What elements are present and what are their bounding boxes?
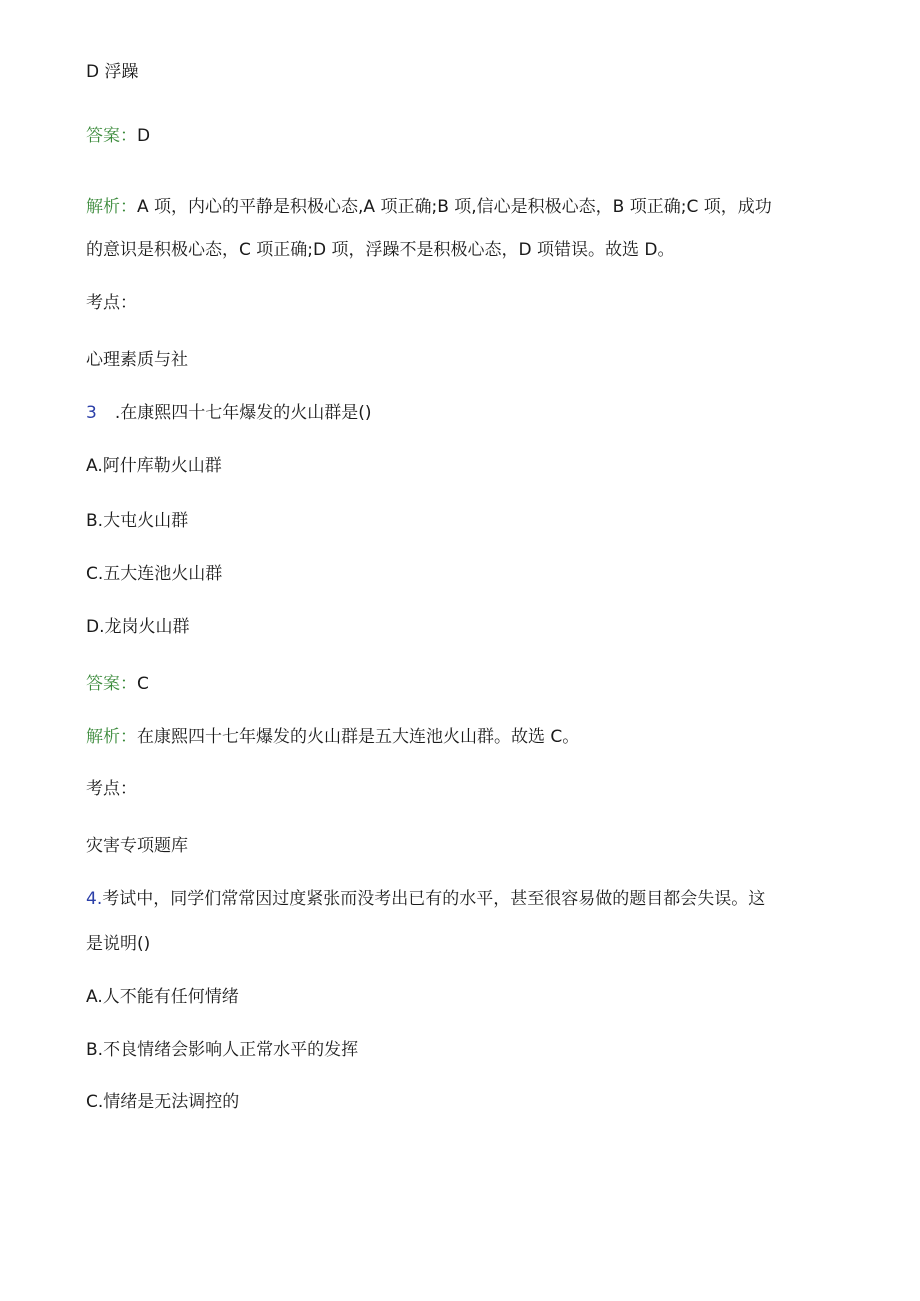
q4-option-b-text: B.不良情绪会影响人正常水平的发挥 [86,1040,359,1060]
q2-kaodian-value: 心理素质与社 [86,350,188,370]
q2-analysis-text-1: A 项，内心的平静是积极心态,A 项正确;B 项,信心是积极心态，B 项正确;C 项，成功 [137,197,772,217]
q3-option-d [86,615,840,639]
q3-analysis-label: 解析： [86,727,137,747]
q3-kaodian-label: 考点： [86,779,137,799]
q3-stem-text: .在康熙四十七年爆发的火山群是() [114,403,372,423]
q4-number: 4. [86,889,103,909]
q2-answer-value: D [137,126,151,146]
q2-option-d [86,60,840,84]
q2-option-d-text: D 浮躁 [86,62,139,82]
q3-option-b-text: B.大屯火山群 [86,511,189,531]
q2-analysis-text-2: 的意识是积极心态，C 项正确;D 项，浮躁不是积极心态，D 项错误。故选 D。 [86,240,675,260]
q4-option-b [86,1038,840,1062]
q3-number: 3 [86,403,97,423]
q2-analysis-line1 [86,195,840,219]
q2-answer [86,124,840,148]
q3-option-b [86,509,840,533]
q2-kaodian-label-line [86,291,840,315]
q3-option-c [86,562,840,586]
q3-answer-value: C [137,674,149,694]
q3-analysis-text: 在康熙四十七年爆发的火山群是五大连池火山群。故选 C。 [137,727,580,747]
q2-answer-label: 答案： [86,126,137,146]
q3-option-a-text: A.阿什库勒火山群 [86,456,222,476]
q4-stem-text-1: 考试中，同学们常常因过度紧张而没考出已有的水平，甚至很容易做的题目都会失误。这 [102,889,766,909]
q4-option-a [86,985,840,1009]
q3-kaodian-value: 灾害专项题库 [86,836,188,856]
q4-stem-text-2: 是说明() [86,934,151,954]
q3-analysis [86,725,840,749]
q2-kaodian-value-line [86,348,840,372]
q4-stem-line2 [86,932,840,956]
q4-option-a-text: A.人不能有任何情绪 [86,987,239,1007]
q3-kaodian-value-line [86,834,840,858]
q3-answer [86,672,840,696]
q3-stem [86,401,840,425]
q3-option-d-text: D.龙岗火山群 [86,617,190,637]
q3-answer-label: 答案： [86,674,137,694]
q3-option-a [86,454,840,478]
q3-kaodian-label-line [86,777,840,801]
q4-stem-line1 [86,887,840,911]
q2-analysis-line2 [86,238,840,262]
q4-option-c [86,1090,840,1114]
q4-option-c-text: C.情绪是无法调控的 [86,1092,240,1112]
q3-option-c-text: C.五大连池火山群 [86,564,223,584]
q2-analysis-label: 解析： [86,197,137,217]
q2-kaodian-label: 考点： [86,293,137,313]
